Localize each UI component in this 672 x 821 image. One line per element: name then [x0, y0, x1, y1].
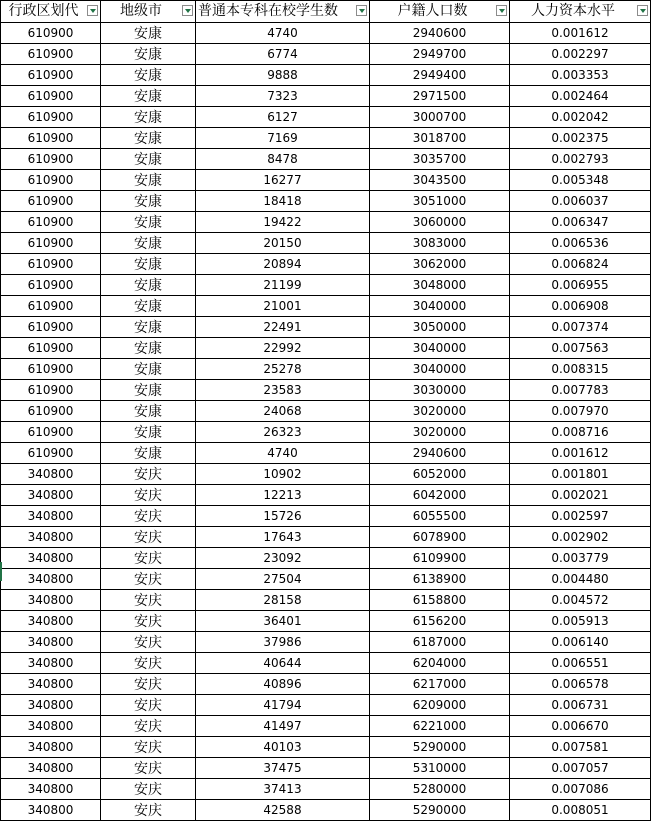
cell-city[interactable]: 安庆	[101, 800, 196, 821]
cell-region-code[interactable]: 610900	[1, 401, 101, 422]
cell-human-capital[interactable]: 0.007086	[510, 779, 651, 800]
table-row	[1, 212, 651, 233]
cell-population[interactable]: 3040000	[370, 338, 510, 359]
cell-human-capital[interactable]: 0.006731	[510, 695, 651, 716]
cell-students[interactable]: 19422	[196, 212, 370, 233]
cell-region-code[interactable]: 610900	[1, 65, 101, 86]
filter-dropdown-icon[interactable]	[87, 5, 98, 16]
cell-students[interactable]: 16277	[196, 170, 370, 191]
cell-city[interactable]: 安康	[101, 443, 196, 464]
cell-population[interactable]: 2940600	[370, 443, 510, 464]
cell-human-capital[interactable]: 0.006908	[510, 296, 651, 317]
cell-students[interactable]: 23092	[196, 548, 370, 569]
table-row	[1, 233, 651, 254]
column-header-label: 地级市	[120, 3, 162, 19]
cell-population[interactable]: 6042000	[370, 485, 510, 506]
cell-region-code[interactable]: 610900	[1, 23, 101, 44]
cell-city[interactable]: 安康	[101, 191, 196, 212]
cell-human-capital[interactable]: 0.006670	[510, 716, 651, 737]
cell-region-code[interactable]: 340800	[1, 590, 101, 611]
column-header-population[interactable]	[370, 1, 510, 23]
column-header-label: 户籍人口数	[397, 3, 468, 19]
table-row	[1, 401, 651, 422]
cell-region-code[interactable]: 340800	[1, 779, 101, 800]
cell-students[interactable]: 18418	[196, 191, 370, 212]
table-row	[1, 506, 651, 527]
cell-population[interactable]: 5280000	[370, 779, 510, 800]
cell-students[interactable]: 37986	[196, 632, 370, 653]
cell-human-capital[interactable]: 0.006578	[510, 674, 651, 695]
cell-city[interactable]: 安康	[101, 44, 196, 65]
table-row	[1, 338, 651, 359]
cell-city[interactable]: 安康	[101, 422, 196, 443]
table-row	[1, 800, 651, 821]
grid-body	[1, 23, 651, 821]
cell-region-code[interactable]: 610900	[1, 128, 101, 149]
cell-students[interactable]: 20894	[196, 254, 370, 275]
cell-population[interactable]: 3000700	[370, 107, 510, 128]
cell-population[interactable]: 3020000	[370, 401, 510, 422]
cell-human-capital[interactable]: 0.008051	[510, 800, 651, 821]
filter-dropdown-icon[interactable]	[182, 5, 193, 16]
cell-city[interactable]: 安康	[101, 401, 196, 422]
cell-city[interactable]: 安康	[101, 254, 196, 275]
cell-students[interactable]: 9888	[196, 65, 370, 86]
table-row	[1, 422, 651, 443]
cell-city[interactable]: 安康	[101, 128, 196, 149]
table-row	[1, 758, 651, 779]
cell-human-capital[interactable]: 0.006551	[510, 653, 651, 674]
cell-population[interactable]: 2949400	[370, 65, 510, 86]
cell-population[interactable]: 6217000	[370, 674, 510, 695]
cell-region-code[interactable]: 340800	[1, 674, 101, 695]
table-row	[1, 611, 651, 632]
table-row	[1, 380, 651, 401]
cell-human-capital[interactable]: 0.006140	[510, 632, 651, 653]
cell-population[interactable]: 2940600	[370, 23, 510, 44]
cell-human-capital[interactable]: 0.006536	[510, 233, 651, 254]
table-row	[1, 191, 651, 212]
cell-region-code[interactable]: 340800	[1, 569, 101, 590]
cell-city[interactable]: 安康	[101, 149, 196, 170]
cell-city[interactable]: 安庆	[101, 569, 196, 590]
cell-human-capital[interactable]: 0.007783	[510, 380, 651, 401]
cell-human-capital[interactable]: 0.006037	[510, 191, 651, 212]
cell-students[interactable]: 7169	[196, 128, 370, 149]
cell-students[interactable]: 21199	[196, 275, 370, 296]
filter-dropdown-icon[interactable]	[356, 5, 367, 16]
cell-students[interactable]: 26323	[196, 422, 370, 443]
cell-city[interactable]: 安庆	[101, 485, 196, 506]
cell-population[interactable]: 3060000	[370, 212, 510, 233]
cell-region-code[interactable]: 610900	[1, 107, 101, 128]
cell-human-capital[interactable]: 0.002021	[510, 485, 651, 506]
cell-population[interactable]: 3035700	[370, 149, 510, 170]
cell-region-code[interactable]: 340800	[1, 506, 101, 527]
cell-city[interactable]: 安康	[101, 212, 196, 233]
cell-human-capital[interactable]: 0.003779	[510, 548, 651, 569]
table-row	[1, 716, 651, 737]
cell-students[interactable]: 42588	[196, 800, 370, 821]
cell-population[interactable]: 3043500	[370, 170, 510, 191]
cell-students[interactable]: 17643	[196, 527, 370, 548]
cell-region-code[interactable]: 610900	[1, 359, 101, 380]
active-cell-marker	[0, 562, 2, 581]
cell-students[interactable]: 4740	[196, 443, 370, 464]
table-row	[1, 590, 651, 611]
cell-city[interactable]: 安康	[101, 296, 196, 317]
cell-city[interactable]: 安康	[101, 359, 196, 380]
cell-city[interactable]: 安康	[101, 65, 196, 86]
cell-human-capital[interactable]: 0.007563	[510, 338, 651, 359]
cell-city[interactable]: 安庆	[101, 653, 196, 674]
cell-students[interactable]: 22491	[196, 317, 370, 338]
column-header-label: 人力资本水平	[531, 3, 615, 19]
cell-human-capital[interactable]: 0.005913	[510, 611, 651, 632]
table-row	[1, 23, 651, 44]
cell-region-code[interactable]: 610900	[1, 422, 101, 443]
column-header-human-capital[interactable]	[510, 1, 651, 23]
cell-region-code[interactable]: 340800	[1, 758, 101, 779]
cell-city[interactable]: 安庆	[101, 527, 196, 548]
cell-city[interactable]: 安康	[101, 107, 196, 128]
cell-human-capital[interactable]: 0.005348	[510, 170, 651, 191]
cell-city[interactable]: 安庆	[101, 737, 196, 758]
cell-city[interactable]: 安康	[101, 317, 196, 338]
cell-students[interactable]: 6774	[196, 44, 370, 65]
cell-region-code[interactable]: 610900	[1, 44, 101, 65]
cell-city[interactable]: 安康	[101, 338, 196, 359]
cell-human-capital[interactable]: 0.002597	[510, 506, 651, 527]
cell-region-code[interactable]: 610900	[1, 233, 101, 254]
cell-population[interactable]: 3048000	[370, 275, 510, 296]
cell-city[interactable]: 安庆	[101, 590, 196, 611]
table-row	[1, 170, 651, 191]
cell-students[interactable]: 27504	[196, 569, 370, 590]
table-row	[1, 317, 651, 338]
column-header-label: 普通本专科在校学生数	[198, 3, 338, 19]
cell-students[interactable]: 6127	[196, 107, 370, 128]
cell-region-code[interactable]: 610900	[1, 86, 101, 107]
table-row	[1, 548, 651, 569]
column-header-label: 行政区划代	[8, 3, 79, 19]
cell-population[interactable]: 6204000	[370, 653, 510, 674]
cell-students[interactable]: 40896	[196, 674, 370, 695]
cell-human-capital[interactable]: 0.002297	[510, 44, 651, 65]
cell-population[interactable]: 3040000	[370, 296, 510, 317]
cell-region-code[interactable]: 340800	[1, 695, 101, 716]
table-row	[1, 527, 651, 548]
cell-population[interactable]: 6055500	[370, 506, 510, 527]
cell-city[interactable]: 安康	[101, 170, 196, 191]
table-row	[1, 275, 651, 296]
cell-students[interactable]: 8478	[196, 149, 370, 170]
cell-human-capital[interactable]: 0.006955	[510, 275, 651, 296]
cell-population[interactable]: 6187000	[370, 632, 510, 653]
cell-students[interactable]: 25278	[196, 359, 370, 380]
cell-human-capital[interactable]: 0.007970	[510, 401, 651, 422]
cell-students[interactable]: 28158	[196, 590, 370, 611]
cell-population[interactable]: 6156200	[370, 611, 510, 632]
cell-city[interactable]: 安庆	[101, 506, 196, 527]
cell-region-code[interactable]: 340800	[1, 737, 101, 758]
cell-human-capital[interactable]: 0.006347	[510, 212, 651, 233]
cell-population[interactable]: 3018700	[370, 128, 510, 149]
cell-students[interactable]: 7323	[196, 86, 370, 107]
cell-human-capital[interactable]: 0.008716	[510, 422, 651, 443]
cell-region-code[interactable]: 340800	[1, 548, 101, 569]
cell-city[interactable]: 安康	[101, 380, 196, 401]
table-row	[1, 779, 651, 800]
cell-population[interactable]: 3030000	[370, 380, 510, 401]
cell-population[interactable]: 2971500	[370, 86, 510, 107]
cell-city[interactable]: 安康	[101, 233, 196, 254]
table-row	[1, 737, 651, 758]
cell-population[interactable]: 6138900	[370, 569, 510, 590]
cell-human-capital[interactable]: 0.001801	[510, 464, 651, 485]
cell-students[interactable]: 40644	[196, 653, 370, 674]
filter-dropdown-icon[interactable]	[496, 5, 507, 16]
cell-region-code[interactable]: 610900	[1, 149, 101, 170]
cell-city[interactable]: 安康	[101, 23, 196, 44]
cell-human-capital[interactable]: 0.001612	[510, 443, 651, 464]
column-header-city[interactable]	[101, 1, 196, 23]
cell-population[interactable]: 6209000	[370, 695, 510, 716]
cell-city[interactable]: 安庆	[101, 464, 196, 485]
table-row	[1, 44, 651, 65]
table-row	[1, 569, 651, 590]
cell-region-code[interactable]: 610900	[1, 380, 101, 401]
table-row	[1, 695, 651, 716]
cell-population[interactable]: 6078900	[370, 527, 510, 548]
table-row	[1, 149, 651, 170]
header-row	[1, 1, 651, 23]
cell-region-code[interactable]: 610900	[1, 170, 101, 191]
cell-population[interactable]: 6052000	[370, 464, 510, 485]
table-row	[1, 674, 651, 695]
cell-human-capital[interactable]: 0.008315	[510, 359, 651, 380]
cell-population[interactable]: 3020000	[370, 422, 510, 443]
cell-region-code[interactable]: 610900	[1, 212, 101, 233]
cell-city[interactable]: 安庆	[101, 632, 196, 653]
cell-students[interactable]: 24068	[196, 401, 370, 422]
cell-population[interactable]: 5290000	[370, 800, 510, 821]
table-row	[1, 254, 651, 275]
cell-population[interactable]: 6158800	[370, 590, 510, 611]
cell-region-code[interactable]: 340800	[1, 464, 101, 485]
cell-human-capital[interactable]: 0.007057	[510, 758, 651, 779]
cell-students[interactable]: 37475	[196, 758, 370, 779]
cell-population[interactable]: 3050000	[370, 317, 510, 338]
table-row	[1, 485, 651, 506]
table-row	[1, 632, 651, 653]
table-row	[1, 65, 651, 86]
cell-region-code[interactable]: 610900	[1, 317, 101, 338]
cell-students[interactable]: 40103	[196, 737, 370, 758]
cell-region-code[interactable]: 340800	[1, 485, 101, 506]
cell-students[interactable]: 23583	[196, 380, 370, 401]
cell-human-capital[interactable]: 0.002042	[510, 107, 651, 128]
cell-human-capital[interactable]: 0.003353	[510, 65, 651, 86]
table-row	[1, 86, 651, 107]
cell-human-capital[interactable]: 0.007374	[510, 317, 651, 338]
cell-region-code[interactable]: 610900	[1, 296, 101, 317]
cell-students[interactable]: 20150	[196, 233, 370, 254]
cell-population[interactable]: 6221000	[370, 716, 510, 737]
cell-students[interactable]: 22992	[196, 338, 370, 359]
table-row	[1, 653, 651, 674]
cell-population[interactable]: 3051000	[370, 191, 510, 212]
cell-region-code[interactable]: 610900	[1, 275, 101, 296]
cell-city[interactable]: 安庆	[101, 716, 196, 737]
cell-students[interactable]: 36401	[196, 611, 370, 632]
cell-region-code[interactable]: 610900	[1, 443, 101, 464]
cell-students[interactable]: 4740	[196, 23, 370, 44]
cell-region-code[interactable]: 610900	[1, 338, 101, 359]
cell-city[interactable]: 安庆	[101, 758, 196, 779]
column-header-students[interactable]	[196, 1, 370, 23]
cell-population[interactable]: 5310000	[370, 758, 510, 779]
cell-students[interactable]: 21001	[196, 296, 370, 317]
cell-population[interactable]: 3040000	[370, 359, 510, 380]
cell-region-code[interactable]: 610900	[1, 254, 101, 275]
cell-region-code[interactable]: 340800	[1, 632, 101, 653]
cell-students[interactable]: 37413	[196, 779, 370, 800]
cell-human-capital[interactable]: 0.004480	[510, 569, 651, 590]
column-header-region-code[interactable]	[1, 1, 101, 23]
table-row	[1, 443, 651, 464]
cell-human-capital[interactable]: 0.006824	[510, 254, 651, 275]
cell-human-capital[interactable]: 0.002375	[510, 128, 651, 149]
cell-human-capital[interactable]: 0.002902	[510, 527, 651, 548]
cell-human-capital[interactable]: 0.004572	[510, 590, 651, 611]
cell-region-code[interactable]: 610900	[1, 191, 101, 212]
table-row	[1, 296, 651, 317]
cell-human-capital[interactable]: 0.007581	[510, 737, 651, 758]
cell-city[interactable]: 安庆	[101, 611, 196, 632]
cell-human-capital[interactable]: 0.001612	[510, 23, 651, 44]
filter-dropdown-icon[interactable]	[637, 5, 648, 16]
table-row	[1, 107, 651, 128]
cell-population[interactable]: 3083000	[370, 233, 510, 254]
cell-students[interactable]: 12213	[196, 485, 370, 506]
table-row	[1, 359, 651, 380]
cell-population[interactable]: 3062000	[370, 254, 510, 275]
cell-human-capital[interactable]: 0.002793	[510, 149, 651, 170]
cell-city[interactable]: 安康	[101, 275, 196, 296]
cell-population[interactable]: 6109900	[370, 548, 510, 569]
cell-students[interactable]: 41794	[196, 695, 370, 716]
table-row	[1, 128, 651, 149]
cell-city[interactable]: 安庆	[101, 548, 196, 569]
cell-region-code[interactable]: 340800	[1, 800, 101, 821]
cell-region-code[interactable]: 340800	[1, 611, 101, 632]
cell-city[interactable]: 安庆	[101, 779, 196, 800]
cell-region-code[interactable]: 340800	[1, 653, 101, 674]
cell-city[interactable]: 安庆	[101, 674, 196, 695]
cell-city[interactable]: 安康	[101, 86, 196, 107]
cell-students[interactable]: 15726	[196, 506, 370, 527]
cell-region-code[interactable]: 340800	[1, 527, 101, 548]
table-row	[1, 464, 651, 485]
cell-city[interactable]: 安庆	[101, 695, 196, 716]
cell-population[interactable]: 2949700	[370, 44, 510, 65]
cell-population[interactable]: 5290000	[370, 737, 510, 758]
cell-human-capital[interactable]: 0.002464	[510, 86, 651, 107]
cell-region-code[interactable]: 340800	[1, 716, 101, 737]
cell-students[interactable]: 10902	[196, 464, 370, 485]
cell-students[interactable]: 41497	[196, 716, 370, 737]
